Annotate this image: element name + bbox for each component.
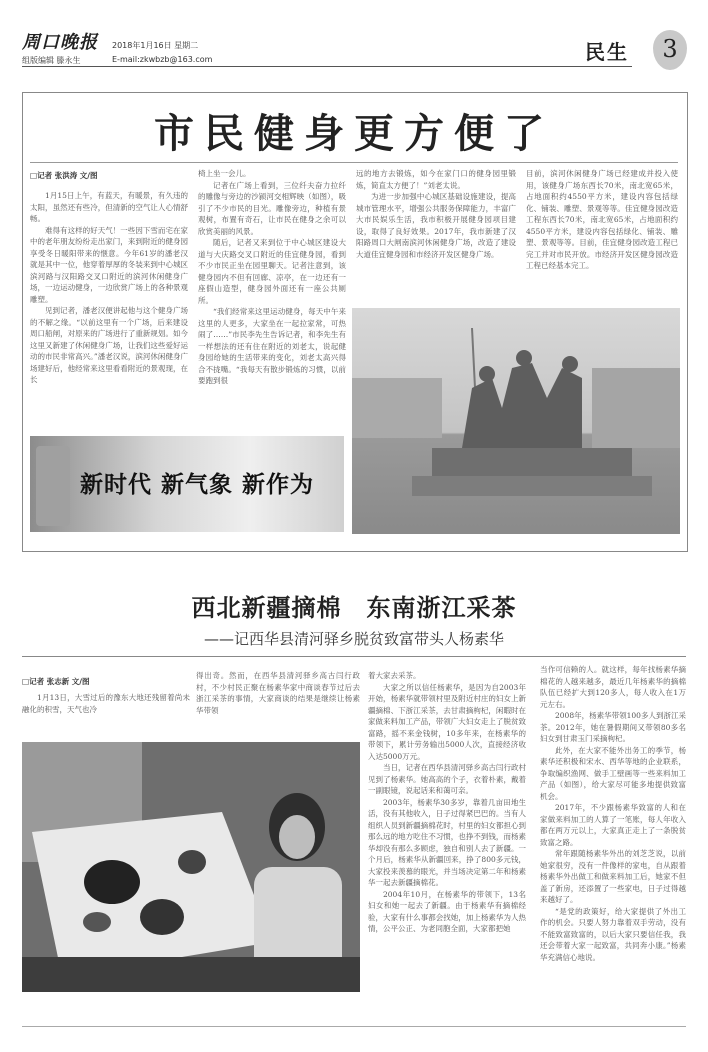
story2-subheadline: ——记西华县清河驿乡脱贫致富带头人杨素华 [203, 630, 504, 648]
paragraph: 此外，在大家不能外出务工的季节，杨素华还积极和宋水、西华等地的企业联系，争取编织渔网、做手工壁画等一些来料加工产品（如图），给大家尽可能多地提供致富机会。 [540, 745, 686, 801]
story2-rule [22, 656, 686, 657]
page-number-badge [653, 30, 687, 70]
story1-headline-rule [30, 162, 678, 163]
masthead-rule [22, 66, 632, 67]
paragraph: 2008年，杨素华带领100多人到浙江采茶。2012年，她在暑假期间又带领80多名妇女到甘肃玉门采摘枸杞。 [540, 711, 686, 743]
paragraph: 记者在广场上看到，三位纤夫奋力拉纤的雕像与旁边的沙颍河交相辉映（如图），吸引了不少市民的目光。雕像旁边，种植有景观树，布置有奇石，让市民在健身之余可以欣赏美丽的风景。 [198, 180, 346, 236]
story1-column-2 [198, 168, 346, 428]
editor-credit: 组版编辑 滕永生 [22, 56, 81, 65]
handicraft-photo-graphic [22, 742, 360, 992]
pillar-emblem-icon [36, 446, 70, 526]
story1-column-3 [356, 168, 516, 300]
paragraph: 难得有这样的好天气！一些因下雪而宅在家中的老年朋友纷纷走出家门，来到附近的健身园享受冬日暖阳带来的惬意。今年61岁的潘老汉就是其中一位，他穿着厚厚的冬装来到中心城区滨河路与汉阳路交叉口附近的滨河休闲健身广场，一边运动健身，一边欣赏广场上的各种景观雕塑。 [30, 225, 188, 304]
paragraph: 2017年，不少跟杨素华致富的人和在家做来料加工的人算了一笔账，每人年收入都在两万元以上，大家真正走上了一条脱贫致富之路。 [540, 803, 686, 847]
story2-column-1 [22, 692, 190, 738]
paragraph: 目前，滨河休闲健身广场已经建成并投入使用，该健身广场东西长70米，南北宽65米，占地面积约4550平方米，建设内容包括绿化、铺装、雕塑、景观等等。佳宜健身园改造工程东西长70米，南北宽65米，占地面积约4550平方米，建设内容包括绿化、铺装、雕塑、景观等等。目前，佳宜健身园改造工程已完工并对市民开放。市经济开发区健身园改造工程已经基本完工。 [526, 169, 678, 270]
paragraph: 2004年10月，在杨素华的带领下，13名妇女和她一起去了新疆。由于杨素华有摘棉经验，大家有什么事都会找她，加上杨素华为人热情，公平公正、为老同胞全面，大家都把她 [368, 889, 526, 933]
paragraph: 着大家去采茶。 [368, 671, 421, 680]
story2-column-3 [368, 670, 526, 1020]
paragraph: 椅上坐一会儿。 [198, 169, 251, 178]
story1-headline: 市民健身更方便了 [154, 111, 554, 157]
paragraph: 随后，记者又来到位于中心城区建设大道与大庆路交叉口附近的佳宜健身园，看到不少市民正坐在园里聊天。记者注意到，该健身园内不但有回廊、凉亭，在一边还有一座假山造型，健身园外面还有一座公共厕所。 [198, 238, 346, 305]
handicraft-photo [22, 742, 360, 992]
paragraph: 得出奇。然而，在西华县清河驿乡高古闫行政村，不少村民正聚在杨素华家中商谈春节过后去浙江采茶的事情，大家商谈的结果是继续让杨素华带领 [196, 671, 360, 715]
paragraph: 远的地方去锻炼，如今在家门口的健身园里锻炼，简直太方便了！”刘老太说。 [356, 169, 516, 190]
story1-byline: □记者 张洪涛 文/图 [30, 171, 98, 180]
editor-email: E-mail:zkwbzb@163.com [112, 55, 213, 64]
story2-column-4 [540, 664, 686, 1022]
paragraph: “是党的政策好，给大家提供了外出工作的机会。只要人努力靠着双手劳动，没有不能致富致富的，以后大家只要信任我，我还会带着大家一起致富，共同奔小康。”杨素华充满信心地说。 [540, 906, 686, 962]
statue-photo [352, 308, 680, 534]
issue-date: 2018年1月16日 星期二 [112, 41, 199, 50]
newspaper-logo: 周口晚报 [22, 32, 98, 53]
story2-headline: 西北新疆摘棉 东南浙江采茶 [191, 594, 517, 622]
paragraph: 1月15日上午，有蓝天，有暖景，有久违的太阳，虽然还有些冷，但清新的空气让人心情舒畅。 [30, 191, 188, 223]
paragraph: “我们经常来这里运动健身，每天中午来这里的人更多，大家坐在一起拉家常，可热闹了……”市民李先生告诉记者，和李先生有一样想法的还有住在附近的刘老太，说起健身园给她的生活带来的变化，刘老太高兴得合不拢嘴。“我每天有散步锻炼的习惯，以前要跑到很 [198, 307, 346, 385]
paragraph: 为进一步加强中心城区基础设施建设，提高城市管理水平，增强公共服务保障能力，丰富广大市民娱乐生活，我市积极开展健身园项目建设，取得了良好效果。2017年，我市新建了汉阳路周口大闸南滨河休闲健身广场，改造了建设大道佳宜健身园和市经济开发区健身广场。 [356, 192, 516, 259]
paragraph: 见到记者，潘老汉便讲起他与这个健身广场的不解之缘。“以前这里有一个广场，后来建设周口船闸，对原来的广场进行了重新规划。如今这里又新建了休闲健身广场，让我们这些爱好运动的市民非常高兴。”潘老汉说，滨河休闲健身广场建好后，他经常来这里看看附近的景观现，在长 [30, 306, 188, 384]
story1-column-1 [30, 190, 188, 428]
paragraph: 2003年，杨素华30多岁，靠着几亩田地生活，没有其他收入，日子过得紧巴巴的。当有人组织人员到新疆摘棉花时，村里的妇女都担心到那么远的地方吃住不习惯，也挣不到钱，而杨素华却没有那么多顾虑，独自和别人去了新疆。一个月后，杨素华从新疆回来，挣了800多元钱，大家投来羡慕的眼光，并当场决定第二年和杨素华一起去新疆摘棉花。 [368, 797, 526, 887]
statue-photo-graphic [352, 308, 680, 534]
paragraph: 常年跟随杨素华外出的刘芝芝说，以前她家很穷，没有一件像样的家电，自从跟着杨素华外出做工和做来料加工后，她家不但盖了新房，还添置了一些家电，日子过得越来越好了。 [540, 849, 686, 904]
paragraph: 当作可信赖的人。就这样，每年找杨素华摘棉花的人越来越多，最近几年杨素华的摘棉队伍已经扩大到120多人，每人收入在1万元左右。 [540, 665, 686, 709]
slogan-banner [30, 436, 344, 532]
section-label: 民生 [585, 40, 629, 64]
page-number: 3 [662, 35, 678, 63]
story2-byline: □记者 张志新 文/图 [22, 677, 90, 686]
paragraph: 大家之所以信任杨素华，是因为自2003年开始，杨素华就带领村里及附近村庄的妇女上新疆摘棉、下浙江采茶，去甘肃摘枸杞，闲暇时在家做来料加工产品，带领广大妇女走上了脱贫致富路，摇不来金钱树，10多年来，在杨素华的带领下，累计劳务输出5000人次，直接经济收入达5000万元。 [368, 682, 526, 761]
page-bottom-rule [22, 1026, 686, 1027]
story1-column-4 [526, 168, 678, 300]
paragraph: 当日，记者在西华县清河驿乡高古闫行政村见到了杨素华。她高高的个子，衣着朴素，戴着一副眼镜，说起话来和蔼可亲。 [368, 763, 526, 795]
story2-column-2 [196, 670, 360, 738]
slogan-text: 新时代 新气象 新作为 [80, 472, 315, 498]
paragraph: 1月13日，大雪过后的豫东大地还残留着尚未融化的积雪，天气也冷 [22, 693, 190, 714]
